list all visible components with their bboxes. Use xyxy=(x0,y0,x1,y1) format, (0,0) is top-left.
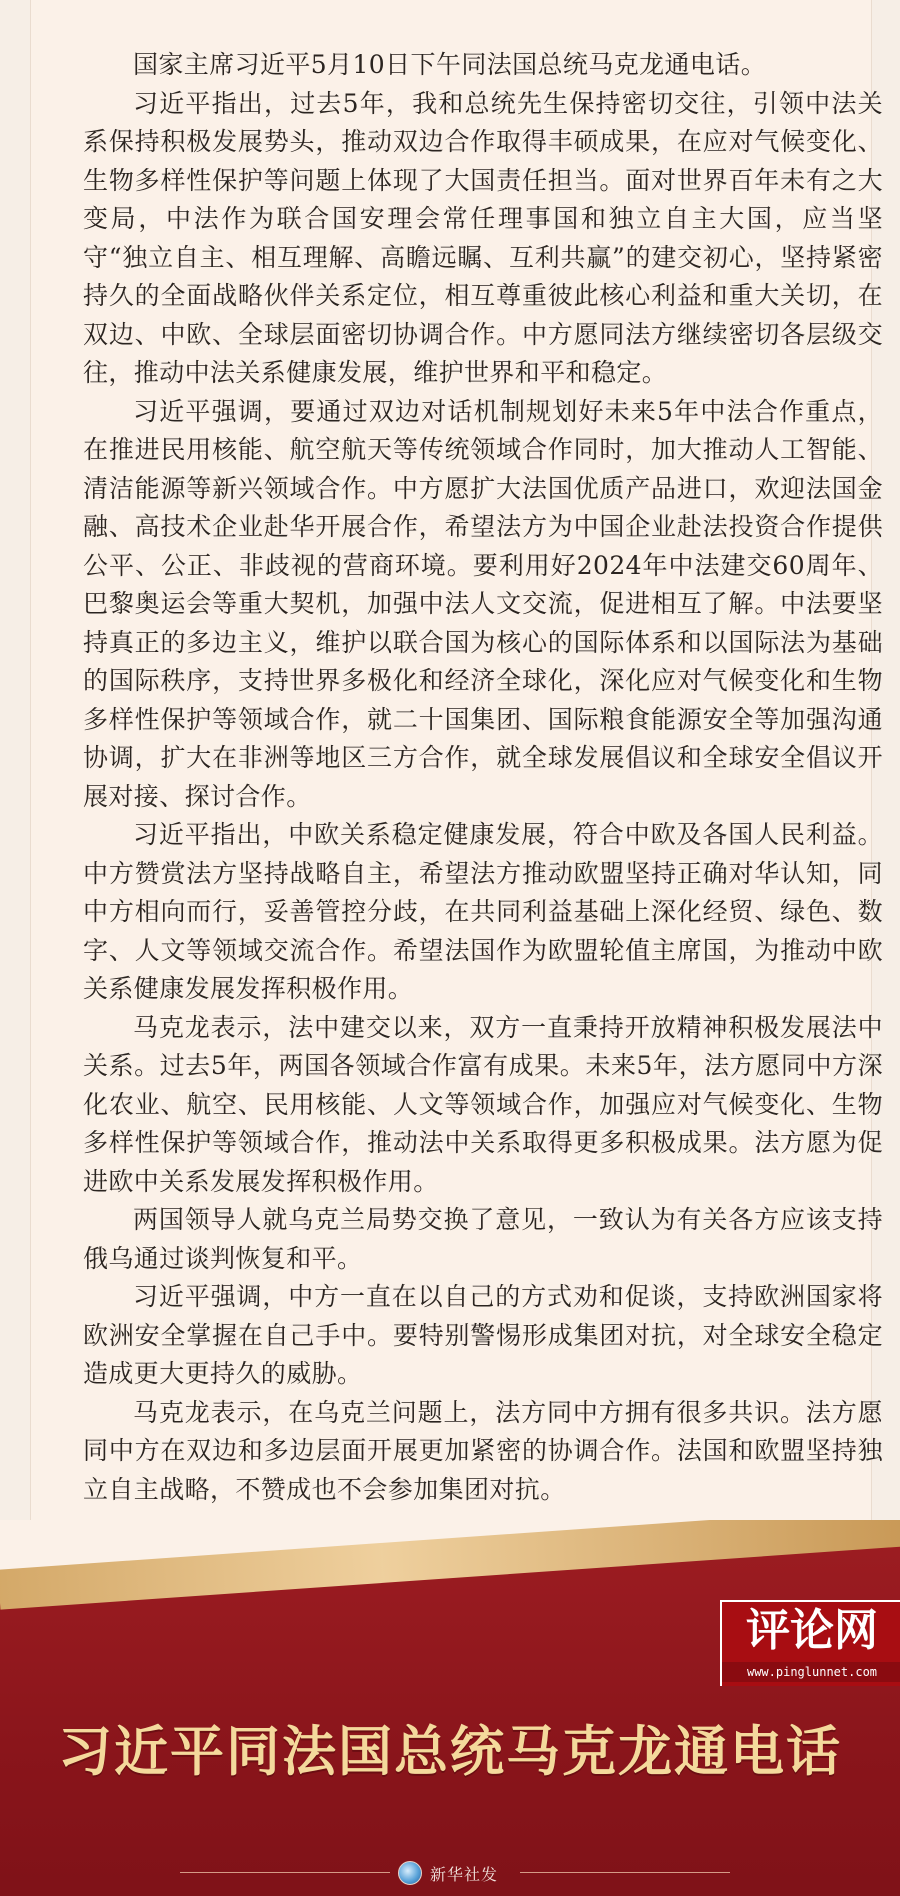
paragraph-7: 习近平强调，中方一直在以自己的方式劝和促谈，支持欧洲国家将欧洲安全掌握在自己手中。要特别警惕形成集团对抗，对全球安全稳定造成更大更持久的威胁。 xyxy=(83,1282,883,1388)
paragraph-2: 习近平指出，过去5年，我和总统先生保持密切交往，引领中法关系保持积极发展势头，推动双边合作取得丰硕成果，在应对气候变化、生物多样性保护等问题上体现了大国责任担当。面对世界百年未有之大变局，中法作为联合国安理会常任理事国和独立自主大国，应当坚守“独立自主、相互理解、高瞻远瞩、互利共赢”的建交初心，坚持紧密持久的全面战略伙伴关系定位，相互尊重彼此核心利益和重大关切，在双边、中欧、全球层面密切协调合作。中方愿同法方继续密切各层级交往，推动中法关系健康发展，维护世界和平和稳定。 xyxy=(83,88,883,387)
xinhua-logo-icon xyxy=(398,1861,422,1885)
brand-label: 新华社发 xyxy=(430,1864,499,1884)
brand-row xyxy=(0,1860,900,1886)
site-watermark xyxy=(720,1600,900,1686)
footer-banner xyxy=(0,1520,900,1896)
paragraph-6: 两国领导人就乌克兰局势交换了意见，一致认为有关各方应该支持俄乌通过谈判恢复和平。 xyxy=(83,1205,883,1273)
article-sheet xyxy=(30,0,883,1520)
watermark-url: www.pinglunnet.com xyxy=(722,1662,900,1682)
divider-left xyxy=(180,1872,390,1873)
paragraph-8: 马克龙表示，在乌克兰问题上，法方同中方拥有很多共识。法方愿同中方在双边和多边层面开展更加紧密的协调合作。法国和欧盟坚持独立自主战略，不赞成也不会参加集团对抗。 xyxy=(83,1397,883,1504)
headline: 习近平同法国总统马克龙通电话 xyxy=(58,1720,842,1783)
paragraph-1: 国家主席习近平5月10日下午同法国总统马克龙通电话。 xyxy=(133,50,767,79)
paragraph-5: 马克龙表示，法中建交以来，双方一直秉持开放精神积极发展法中关系。过去5年，两国各领域合作富有成果。未来5年，法方愿同中方深化农业、航空、民用核能、人文等领域合作，加强应对气候变化、生物多样性保护等领域合作，推动法中关系取得更多积极成果。法方愿为促进欧中关系发展发挥积极作用。 xyxy=(83,1012,883,1196)
divider-right xyxy=(520,1872,730,1873)
paragraph-4: 习近平指出，中欧关系稳定健康发展，符合中欧及各国人民利益。中方赞赏法方坚持战略自主，希望法方推动欧盟坚持正确对华认知，同中方相向而行，妥善管控分歧，在共同利益基础上深化经贸、绿色、数字、人文等领域交流合作。希望法国作为欧盟轮值主席国，为推动中欧关系健康发展发挥积极作用。 xyxy=(83,820,883,1003)
brand-credit xyxy=(398,1860,498,1886)
paragraph-3: 习近平强调，要通过双边对话机制规划好未来5年中法合作重点，在推进民用核能、航空航天等传统领域合作同时，加大推动人工智能、清洁能源等新兴领域合作。中方愿扩大法国优质产品进口，欢迎法国金融、高技术企业赴华开展合作，希望法方为中国企业赴法投资合作提供公平、公正、非歧视的营商环境。要利用好2024年中法建交60周年、巴黎奥运会等重大契机，加强中法人文交流，促进相互了解。中法要坚持真正的多边主义，维护以联合国为核心的国际体系和以国际法为基础的国际秩序，支持世界多极化和经济全球化，深化应对气候变化和生物多样性保护等领域合作，就二十国集团、国际粮食能源安全等加强沟通协调，扩大在非洲等地区三方合作，就全球发展倡议和全球安全倡议开展对接、探讨合作。 xyxy=(83,396,883,811)
watermark-title: 评论网 xyxy=(746,1605,878,1656)
article-body xyxy=(83,46,883,1509)
